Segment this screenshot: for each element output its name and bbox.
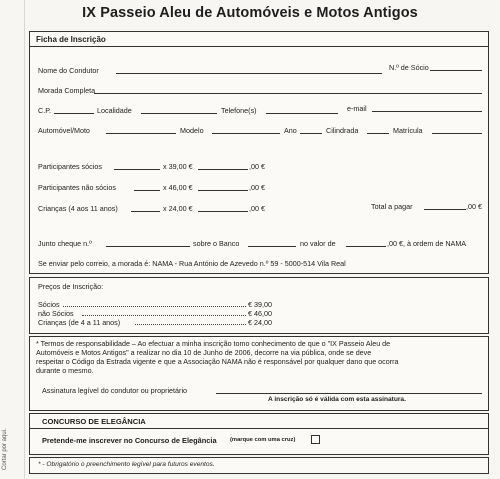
- email-label: e-mail: [347, 104, 367, 113]
- precos-item-dots: [82, 315, 246, 316]
- banco-label: sobre o Banco: [193, 239, 240, 248]
- precos-item-value: € 24,00: [248, 318, 272, 327]
- n-socio-label: N.º de Sócio: [389, 63, 429, 72]
- morada-label: Morada Completa: [38, 86, 96, 95]
- cp-field[interactable]: [54, 113, 94, 114]
- modelo-field[interactable]: [212, 133, 280, 134]
- banco-field[interactable]: [248, 246, 296, 247]
- criancas-total: ,00 €: [249, 204, 265, 213]
- assinatura-field[interactable]: [216, 393, 482, 394]
- nome-condutor-label: Nome do Condutor: [38, 66, 99, 75]
- criancas-total-field[interactable]: [198, 211, 248, 212]
- concurso-pretendo: Pretende-me inscrever no Concurso de Elegância: [42, 436, 217, 445]
- cheque-label: Junto cheque n.º: [38, 239, 92, 248]
- concurso-marque: (marque com uma cruz): [230, 437, 296, 443]
- page-title: IX Passeio Aleu de Automóveis e Motos Antigos: [82, 5, 418, 21]
- precos-item-value: € 46,00: [248, 309, 272, 318]
- telefone-field[interactable]: [266, 113, 338, 114]
- precos-item-label: Sócios: [38, 300, 60, 309]
- cheque-field[interactable]: [106, 246, 190, 247]
- precos-item-label: não Sócios: [38, 309, 74, 318]
- telefone-label: Telefone(s): [221, 106, 257, 115]
- automovel-field[interactable]: [106, 133, 176, 134]
- precos-heading: Preços de Inscrição:: [38, 282, 104, 291]
- concurso-heading: CONCURSO DE ELEGÂNCIA: [42, 417, 146, 426]
- valor-field[interactable]: [346, 246, 386, 247]
- nao-socios-total-field[interactable]: [198, 190, 248, 191]
- cilindrada-label: Cilindrada: [326, 126, 359, 135]
- criancas-price: x 24,00 €: [163, 204, 193, 213]
- socios-total-field[interactable]: [198, 169, 248, 170]
- criancas-label: Crianças (4 aos 11 anos): [38, 204, 118, 213]
- precos-item-label: Crianças (de 4 a 11 anos): [38, 318, 121, 327]
- ficha-heading: Ficha de Inscrição: [36, 35, 106, 44]
- modelo-label: Modelo: [180, 126, 204, 135]
- nao-socios-label: Participantes não sócios: [38, 183, 116, 192]
- concurso-checkbox[interactable]: [311, 435, 320, 444]
- nao-socios-price: x 46,00 €: [163, 183, 193, 192]
- assinatura-label: Assinatura legível do condutor ou proprietário: [42, 386, 188, 395]
- assinatura-note: A inscrição só é válida com esta assinatura.: [268, 396, 406, 403]
- nao-socios-total: ,00 €: [249, 183, 265, 192]
- valor-label: no valor de: [300, 239, 336, 248]
- ordem-label: ,00 €, à ordem de NAMA: [387, 239, 467, 248]
- ano-field[interactable]: [300, 133, 322, 134]
- cilindrada-field[interactable]: [367, 133, 389, 134]
- socios-qty-field[interactable]: [114, 169, 160, 170]
- total-value: ,00 €: [466, 202, 482, 211]
- total-label: Total a pagar: [371, 202, 413, 211]
- localidade-label: Localidade: [97, 106, 132, 115]
- footnote-text: * - Obrigatório o preenchimento legível para futuros eventos.: [38, 461, 215, 468]
- termos-line: * Termos de responsabilidade – Ao efectuar a minha inscrição tomo conhecimento de que o "IX Passeio Aleu de: [36, 340, 391, 348]
- n-socio-field[interactable]: [430, 70, 482, 71]
- precos-item-value: € 39,00: [248, 300, 272, 309]
- nome-condutor-field[interactable]: [116, 73, 382, 74]
- cut-line: [24, 0, 25, 479]
- termos-line: durante o mesmo.: [36, 367, 94, 375]
- cp-label: C.P.: [38, 106, 52, 115]
- correio-text: Se enviar pelo correio, a morada é: NAMA - Rua António de Azevedo n.º 59 - 5000-514 Vila Real: [38, 259, 346, 268]
- socios-label: Participantes sócios: [38, 162, 102, 171]
- morada-field[interactable]: [94, 93, 482, 94]
- cut-label: Cortar por aqui.: [2, 428, 8, 470]
- termos-line: Automóveis e Motos Antigos" a realizar no dia 10 de Junho de 2006, decorre na via pública, onde se deve: [36, 349, 372, 357]
- criancas-qty-field[interactable]: [131, 211, 160, 212]
- localidade-field[interactable]: [141, 113, 217, 114]
- termos-line: respeitar o Código da Estrada vigente e que a Associação NAMA não é responsável por qualquer dano que ocorra: [36, 358, 399, 366]
- total-field[interactable]: [424, 209, 466, 210]
- precos-item-dots: [135, 324, 246, 325]
- concurso-heading-rule: [30, 428, 488, 429]
- ano-label: Ano: [284, 126, 297, 135]
- ficha-heading-rule: [30, 46, 488, 47]
- matricula-label: Matrícula: [393, 126, 423, 135]
- matricula-field[interactable]: [432, 133, 482, 134]
- socios-total: ,00 €: [249, 162, 265, 171]
- email-field[interactable]: [372, 111, 482, 112]
- precos-item-dots: [63, 306, 246, 307]
- automovel-label: Automóvel/Moto: [38, 126, 90, 135]
- socios-price: x 39,00 €: [163, 162, 193, 171]
- nao-socios-qty-field[interactable]: [134, 190, 160, 191]
